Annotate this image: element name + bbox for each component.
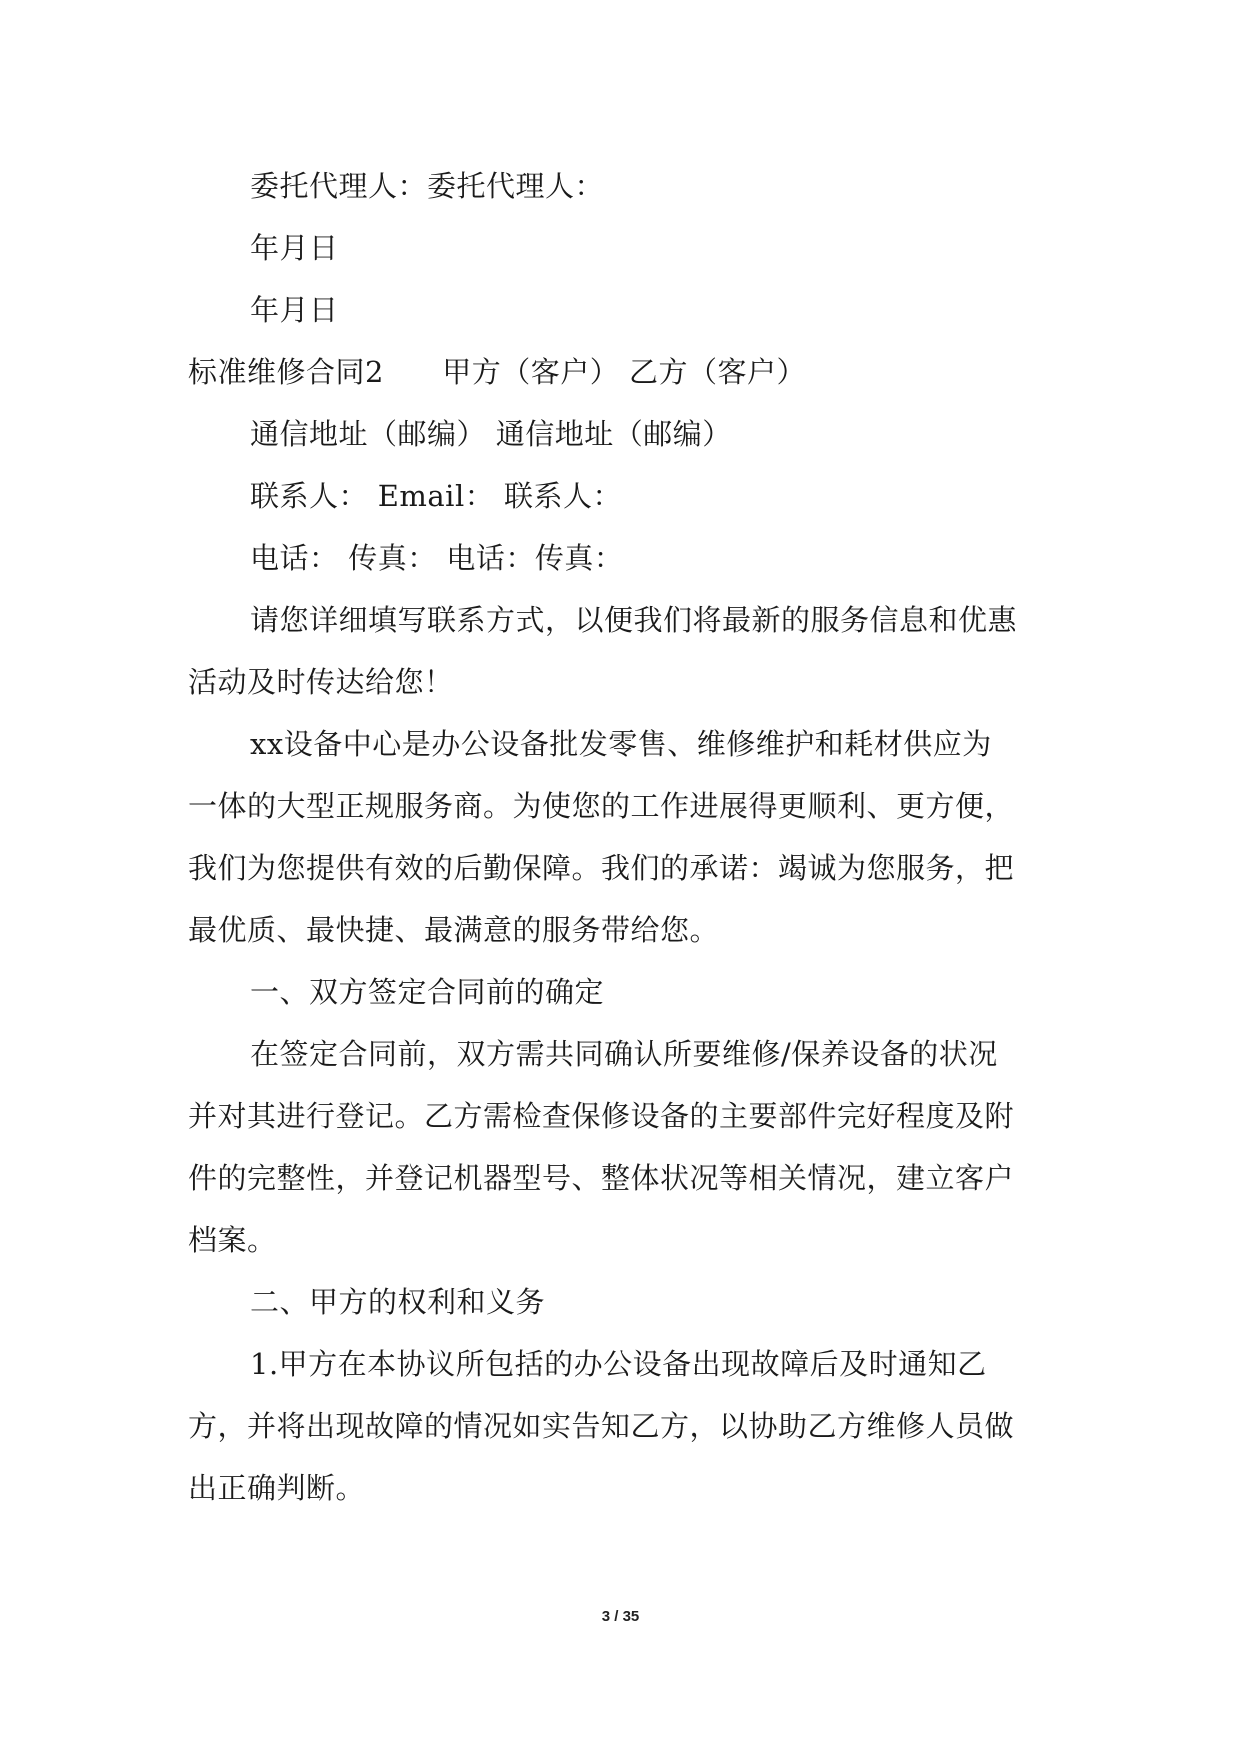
- text-line: xx设备中心是办公设备批发零售、维修维护和耗材供应为: [250, 727, 992, 761]
- text-line: 年月日: [250, 293, 339, 327]
- text-line: 档案。: [188, 1223, 277, 1257]
- text-line: 活动及时传达给您！: [188, 665, 454, 699]
- heading: 一、双方签定合同前的确定: [250, 975, 605, 1009]
- page-number: 3 / 35: [601, 1608, 640, 1625]
- text-line: 件的完整性，并登记机器型号、整体状况等相关情况，建立客户: [188, 1161, 1015, 1195]
- text-line: 通信地址（邮编） 通信地址（邮编）: [250, 417, 732, 451]
- text-line: 方，并将出现故障的情况如实告知乙方，以协助乙方维修人员做: [188, 1409, 1015, 1443]
- text-line: 1.甲方在本协议所包括的办公设备出现故障后及时通知乙: [250, 1347, 987, 1381]
- section-title: 标准维修合同2 甲方（客户） 乙方（客户）: [188, 355, 806, 389]
- text-line: 并对其进行登记。乙方需检查保修设备的主要部件完好程度及附: [188, 1099, 1015, 1133]
- text-line: 在签定合同前，双方需共同确认所要维修/保养设备的状况: [250, 1037, 998, 1071]
- text-line: 电话： 传真： 电话：传真：: [250, 541, 624, 575]
- text-line: 联系人： Email： 联系人：: [250, 479, 622, 513]
- text-line: 年月日: [250, 231, 339, 265]
- text-line: 出正确判断。: [188, 1471, 366, 1505]
- text-line: 一体的大型正规服务商。为使您的工作进展得更顺利、更方便，: [188, 789, 1015, 823]
- text-line: 委托代理人：委托代理人：: [250, 169, 605, 203]
- text-line: 我们为您提供有效的后勤保障。我们的承诺：竭诚为您服务，把: [188, 851, 1015, 885]
- text-line: 最优质、最快捷、最满意的服务带给您。: [188, 913, 720, 947]
- text-line: 请您详细填写联系方式，以便我们将最新的服务信息和优惠: [250, 603, 1018, 637]
- heading: 二、甲方的权利和义务: [250, 1285, 546, 1319]
